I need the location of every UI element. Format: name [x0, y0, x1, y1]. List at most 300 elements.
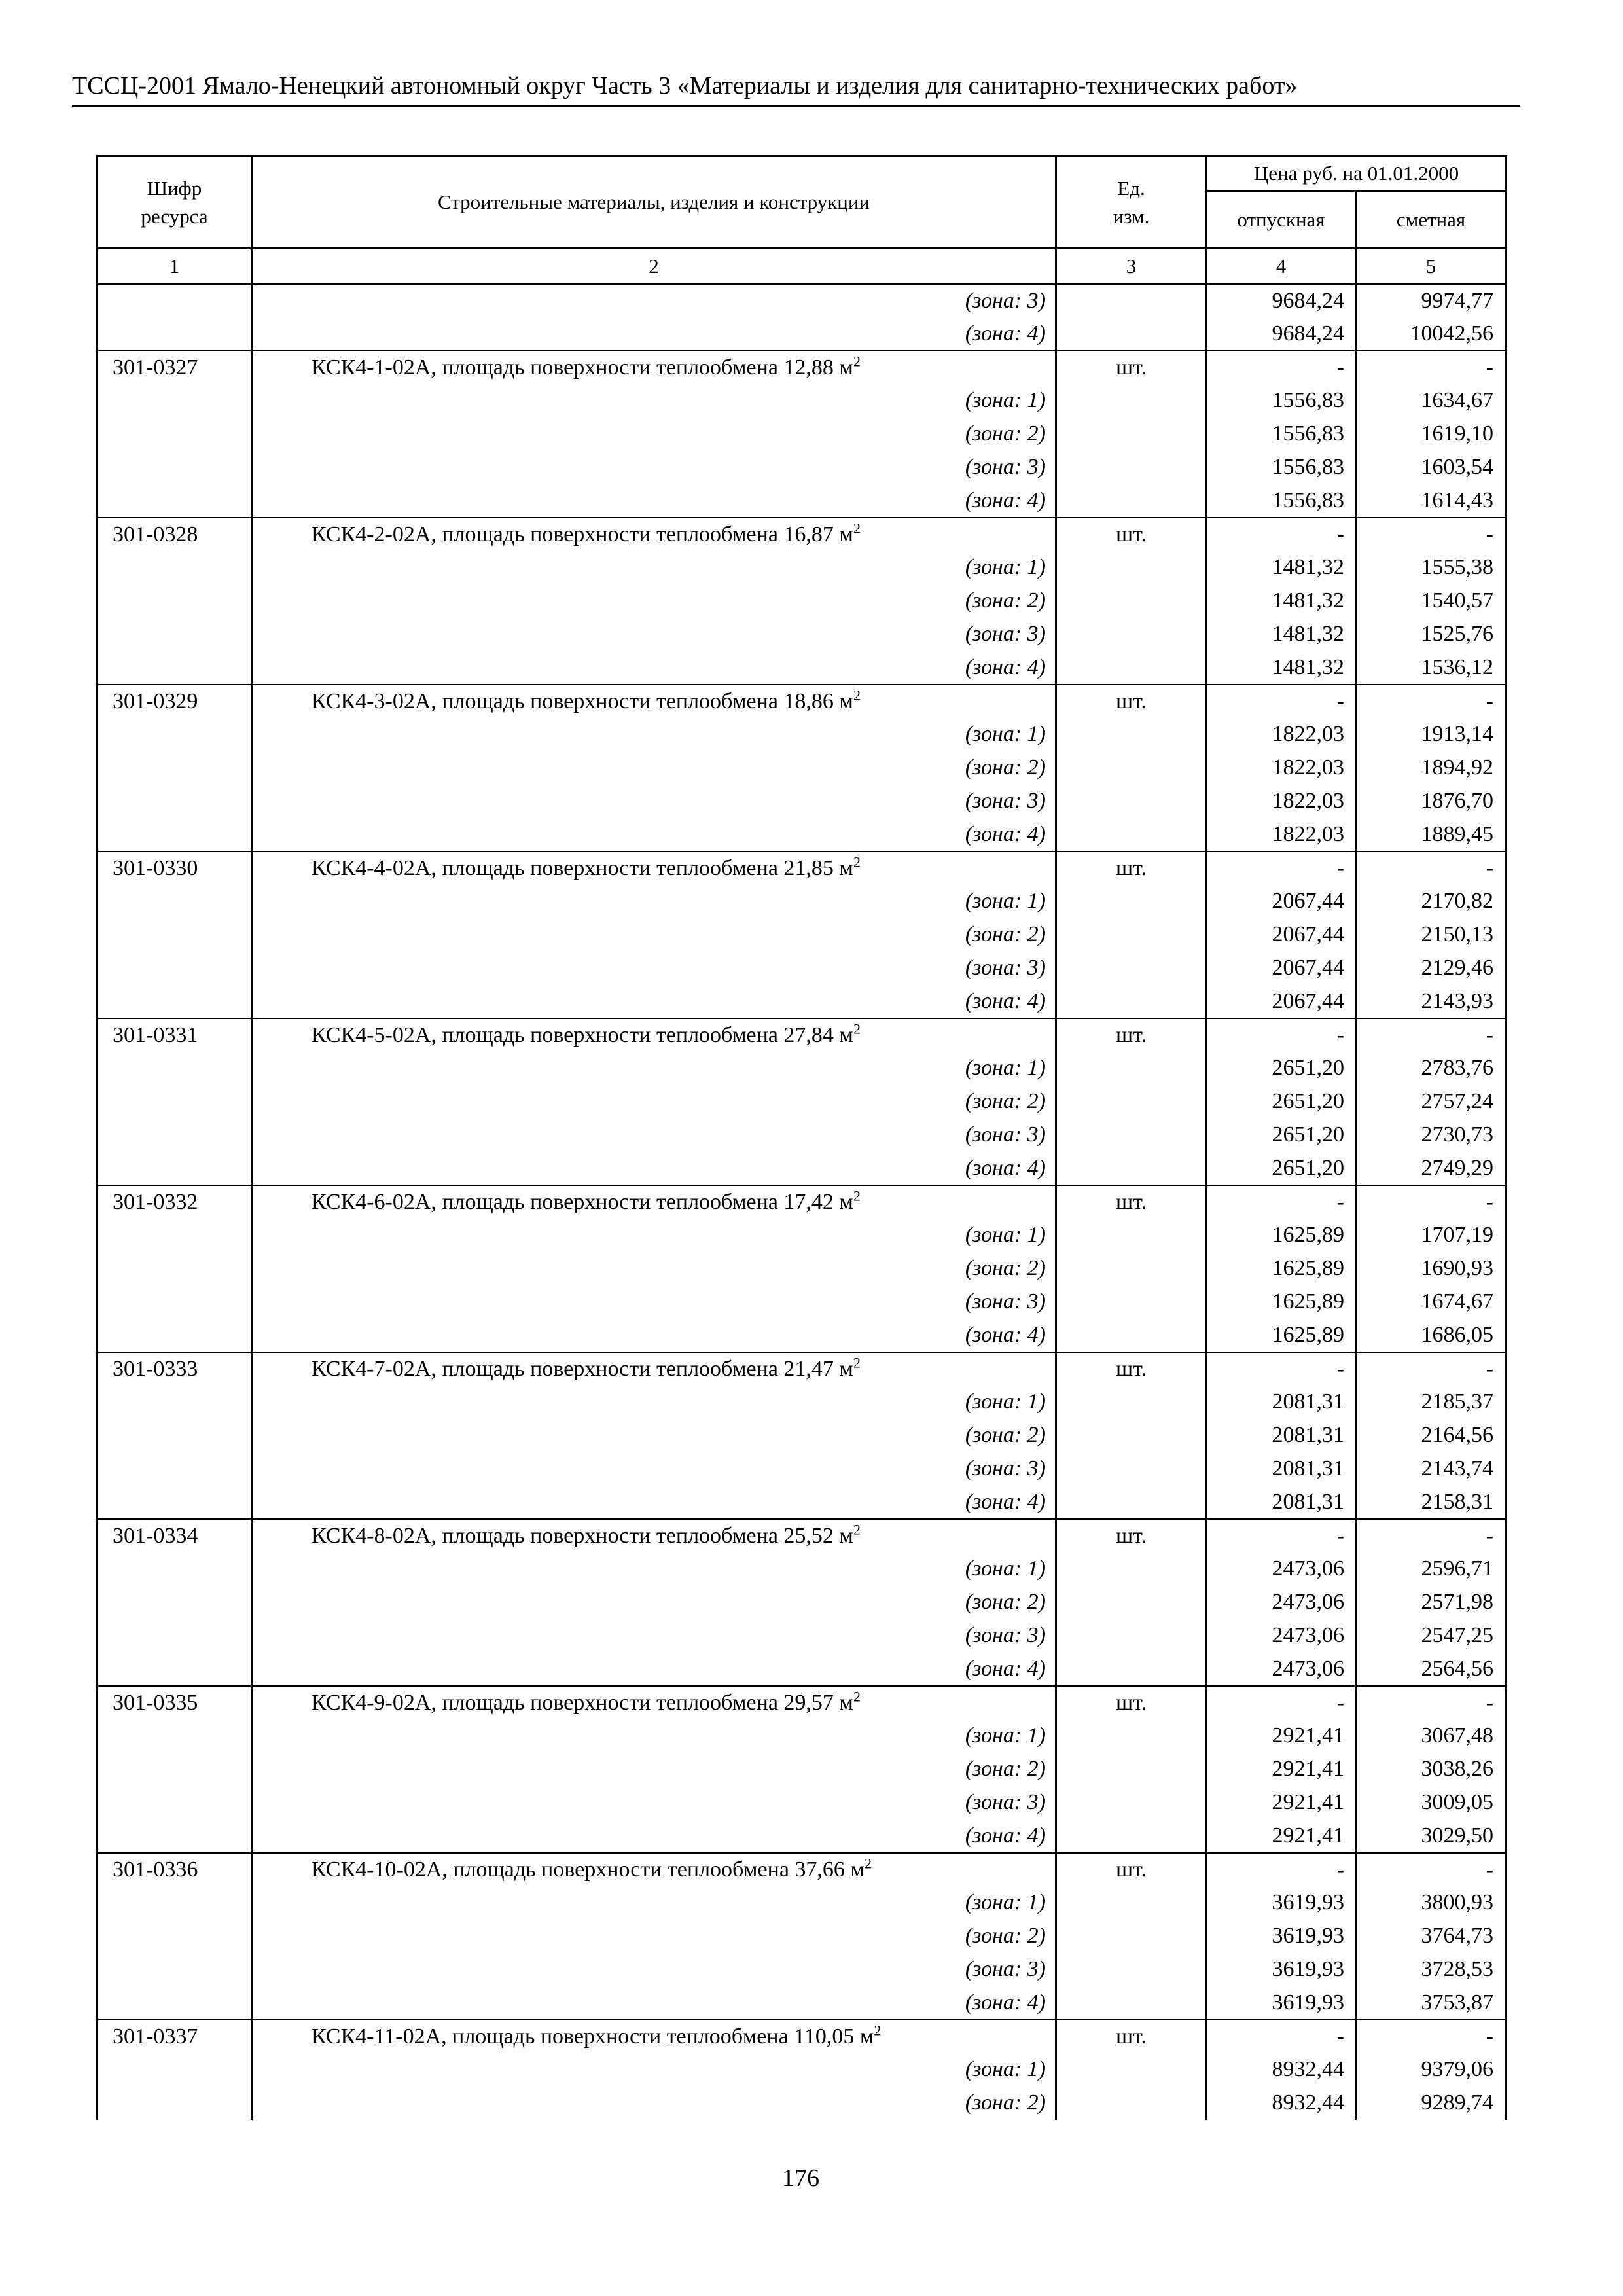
estimate-price: 2547,25: [1356, 1619, 1507, 1653]
zone-label: (зона: 2): [252, 584, 1056, 618]
unit-cell: [1056, 1653, 1207, 1686]
zone-label: (зона: 3): [252, 785, 1056, 818]
item-row: [98, 1519, 1507, 1552]
unit-cell: [1056, 1786, 1207, 1820]
estimate-price: 9289,74: [1356, 2087, 1507, 2120]
code-cell: [98, 1753, 252, 1786]
material-name: [252, 2020, 1056, 2053]
material-name-text: КСК4-6-02А, площадь поверхности теплообмена 17,42 м: [312, 1189, 853, 1214]
estimate-price: -: [1356, 2020, 1507, 2053]
zone-row: [98, 918, 1507, 952]
estimate-price: 2564,56: [1356, 1653, 1507, 1686]
estimate-price: 3029,50: [1356, 1820, 1507, 1853]
zone-row: [98, 1252, 1507, 1285]
code-cell: [98, 885, 252, 918]
estimate-price: 2170,82: [1356, 885, 1507, 918]
code-cell: [98, 718, 252, 751]
code-cell: [98, 1119, 252, 1152]
code-cell: [98, 1920, 252, 1953]
zone-label: (зона: 4): [252, 1486, 1056, 1519]
code-cell: [98, 418, 252, 451]
unit-cell: [1056, 1219, 1207, 1252]
release-price: 1625,89: [1207, 1252, 1356, 1285]
release-price: 2651,20: [1207, 1052, 1356, 1085]
release-price: 3619,93: [1207, 1920, 1356, 1953]
estimate-price: 1555,38: [1356, 551, 1507, 584]
release-price: 1822,03: [1207, 718, 1356, 751]
unit-superscript: 2: [853, 1187, 861, 1204]
col-header-code-text: Шифр ресурса: [141, 176, 208, 228]
resource-code: 301-0337: [98, 2020, 252, 2053]
release-price: 8932,44: [1207, 2053, 1356, 2087]
estimate-price: -: [1356, 1853, 1507, 1886]
release-price: 2473,06: [1207, 1586, 1356, 1619]
estimate-price: 2749,29: [1356, 1152, 1507, 1185]
code-cell: [98, 2053, 252, 2087]
unit-of-measure: шт.: [1056, 2020, 1207, 2053]
estimate-price: 2158,31: [1356, 1486, 1507, 1519]
zone-label: (зона: 2): [252, 1920, 1056, 1953]
unit-superscript: 2: [864, 1855, 872, 1872]
zone-label: (зона: 3): [252, 952, 1056, 985]
zone-row: [98, 1820, 1507, 1853]
zone-label: (зона: 3): [252, 1619, 1056, 1653]
unit-cell: [1056, 918, 1207, 952]
estimate-price: 1619,10: [1356, 418, 1507, 451]
code-cell: [98, 985, 252, 1018]
page-number: 176: [782, 2164, 819, 2192]
unit-of-measure: шт.: [1056, 852, 1207, 885]
zone-row: [98, 1753, 1507, 1786]
estimate-price: -: [1356, 685, 1507, 718]
zone-label: (зона: 2): [252, 1085, 1056, 1119]
zone-row: [98, 618, 1507, 651]
estimate-price: -: [1356, 351, 1507, 384]
zone-label: (зона: 1): [252, 2053, 1056, 2087]
release-price: 2081,31: [1207, 1419, 1356, 1452]
material-name-text: КСК4-1-02А, площадь поверхности теплообмена 12,88 м: [312, 355, 853, 380]
release-price: -: [1207, 1185, 1356, 1219]
material-name: [252, 852, 1056, 885]
code-cell: [98, 1820, 252, 1853]
zone-row: [98, 818, 1507, 852]
unit-cell: [1056, 1986, 1207, 2020]
zone-label: (зона: 1): [252, 1719, 1056, 1753]
zone-row: [98, 284, 1507, 317]
unit-cell: [1056, 651, 1207, 685]
release-price: 2067,44: [1207, 952, 1356, 985]
unit-superscript: 2: [853, 1354, 861, 1371]
unit-cell: [1056, 1619, 1207, 1653]
release-price: 1625,89: [1207, 1219, 1356, 1252]
material-name: [252, 1018, 1056, 1052]
release-price: 1556,83: [1207, 484, 1356, 518]
unit-of-measure: шт.: [1056, 1185, 1207, 1219]
unit-cell: [1056, 1886, 1207, 1920]
unit-cell: [1056, 985, 1207, 1018]
unit-cell: [1056, 1452, 1207, 1486]
material-name-text: КСК4-11-02А, площадь поверхности теплообмена 110,05 м: [312, 2024, 874, 2049]
estimate-price: -: [1356, 1686, 1507, 1719]
item-row: [98, 1352, 1507, 1386]
release-price: -: [1207, 1853, 1356, 1886]
release-price: 9684,24: [1207, 284, 1356, 317]
code-cell: [98, 317, 252, 351]
resource-code: 301-0331: [98, 1018, 252, 1052]
estimate-price: 9974,77: [1356, 284, 1507, 317]
code-cell: [98, 651, 252, 685]
release-price: 9684,24: [1207, 317, 1356, 351]
code-cell: [98, 1486, 252, 1519]
unit-of-measure: шт.: [1056, 685, 1207, 718]
estimate-price: 3009,05: [1356, 1786, 1507, 1820]
code-cell: [98, 1386, 252, 1419]
estimate-price: 3753,87: [1356, 1986, 1507, 2020]
zone-label: (зона: 3): [252, 1285, 1056, 1319]
zone-row: [98, 551, 1507, 584]
release-price: 2921,41: [1207, 1719, 1356, 1753]
estimate-price: 2164,56: [1356, 1419, 1507, 1452]
unit-cell: [1056, 1119, 1207, 1152]
estimate-price: 2571,98: [1356, 1586, 1507, 1619]
col-header-name: Строительные материалы, изделия и конструкции: [252, 156, 1056, 249]
zone-row: [98, 2087, 1507, 2120]
estimate-price: -: [1356, 1185, 1507, 1219]
estimate-price: 1674,67: [1356, 1285, 1507, 1319]
estimate-price: -: [1356, 1018, 1507, 1052]
zone-label: (зона: 2): [252, 1586, 1056, 1619]
release-price: -: [1207, 1018, 1356, 1052]
estimate-price: 2129,46: [1356, 952, 1507, 985]
estimate-price: -: [1356, 1519, 1507, 1552]
unit-of-measure: шт.: [1056, 351, 1207, 384]
zone-label: (зона: 2): [252, 418, 1056, 451]
zone-row: [98, 1386, 1507, 1419]
col-number: 4: [1207, 249, 1356, 284]
zone-label: (зона: 1): [252, 1219, 1056, 1252]
zone-row: [98, 1953, 1507, 1986]
code-cell: [98, 1219, 252, 1252]
unit-cell: [1056, 1820, 1207, 1853]
unit-superscript: 2: [853, 520, 861, 537]
unit-cell: [1056, 1152, 1207, 1185]
estimate-price: 1525,76: [1356, 618, 1507, 651]
release-price: 3619,93: [1207, 1953, 1356, 1986]
material-name: [252, 1352, 1056, 1386]
unit-cell: [1056, 2053, 1207, 2087]
estimate-price: 3764,73: [1356, 1920, 1507, 1953]
unit-of-measure: шт.: [1056, 1853, 1207, 1886]
code-cell: [98, 1252, 252, 1285]
zone-label: (зона: 1): [252, 1552, 1056, 1586]
col-header-release: отпускная: [1207, 191, 1356, 249]
zone-label: (зона: 3): [252, 1953, 1056, 1986]
release-price: -: [1207, 1686, 1356, 1719]
zone-row: [98, 1219, 1507, 1252]
unit-cell: [1056, 551, 1207, 584]
zone-row: [98, 1552, 1507, 1586]
release-price: 1556,83: [1207, 384, 1356, 418]
zone-label: (зона: 2): [252, 1419, 1056, 1452]
release-price: -: [1207, 852, 1356, 885]
release-price: 2081,31: [1207, 1386, 1356, 1419]
zone-row: [98, 1152, 1507, 1185]
unit-of-measure: шт.: [1056, 1352, 1207, 1386]
code-cell: [98, 751, 252, 785]
item-row: [98, 351, 1507, 384]
zone-label: (зона: 4): [252, 1653, 1056, 1686]
code-cell: [98, 918, 252, 952]
release-price: 1481,32: [1207, 584, 1356, 618]
zone-row: [98, 1986, 1507, 2020]
col-header-price: Цена руб. на 01.01.2000: [1207, 156, 1507, 191]
zone-row: [98, 317, 1507, 351]
unit-cell: [1056, 1319, 1207, 1352]
material-name: [252, 1185, 1056, 1219]
resource-code: 301-0335: [98, 1686, 252, 1719]
zone-label: (зона: 1): [252, 885, 1056, 918]
release-price: -: [1207, 351, 1356, 384]
unit-cell: [1056, 451, 1207, 484]
release-price: -: [1207, 518, 1356, 551]
unit-cell: [1056, 818, 1207, 852]
zone-label: (зона: 2): [252, 918, 1056, 952]
col-header-code: [98, 156, 252, 249]
estimate-price: 3038,26: [1356, 1753, 1507, 1786]
header-rule: [72, 105, 1520, 107]
code-cell: [98, 785, 252, 818]
unit-superscript: 2: [853, 1020, 861, 1037]
estimate-price: 2596,71: [1356, 1552, 1507, 1586]
zone-label: (зона: 4): [252, 317, 1056, 351]
material-name: [252, 518, 1056, 551]
item-row: [98, 1018, 1507, 1052]
zone-label: (зона: 1): [252, 1886, 1056, 1920]
code-cell: [98, 1552, 252, 1586]
release-price: 1556,83: [1207, 418, 1356, 451]
zone-label: (зона: 1): [252, 1386, 1056, 1419]
release-price: 1625,89: [1207, 1285, 1356, 1319]
col-number: 1: [98, 249, 252, 284]
zone-row: [98, 1119, 1507, 1152]
material-name-text: КСК4-4-02А, площадь поверхности теплообмена 21,85 м: [312, 855, 853, 880]
code-cell: [98, 1619, 252, 1653]
zone-label: (зона: 4): [252, 1820, 1056, 1853]
material-name: [252, 1519, 1056, 1552]
code-cell: [98, 384, 252, 418]
zone-row: [98, 1052, 1507, 1085]
zone-label: (зона: 1): [252, 384, 1056, 418]
material-name: [252, 685, 1056, 718]
item-row: [98, 2020, 1507, 2053]
zone-label: (зона: 2): [252, 2087, 1056, 2120]
zone-row: [98, 885, 1507, 918]
unit-cell: [1056, 584, 1207, 618]
estimate-price: 1894,92: [1356, 751, 1507, 785]
unit-superscript: 2: [853, 1688, 861, 1705]
unit-of-measure: шт.: [1056, 1018, 1207, 1052]
code-cell: [98, 451, 252, 484]
unit-of-measure: шт.: [1056, 1519, 1207, 1552]
release-price: -: [1207, 2020, 1356, 2053]
material-name-text: КСК4-8-02А, площадь поверхности теплообмена 25,52 м: [312, 1523, 853, 1548]
code-cell: [98, 1653, 252, 1686]
resource-code: 301-0336: [98, 1853, 252, 1886]
code-cell: [98, 2087, 252, 2120]
unit-cell: [1056, 885, 1207, 918]
unit-cell: [1056, 1953, 1207, 1986]
zone-row: [98, 952, 1507, 985]
unit-cell: [1056, 1719, 1207, 1753]
zone-row: [98, 584, 1507, 618]
unit-superscript: 2: [853, 853, 861, 870]
unit-cell: [1056, 751, 1207, 785]
code-cell: [98, 1586, 252, 1619]
zone-row: [98, 985, 1507, 1018]
zone-row: [98, 651, 1507, 685]
col-number: 2: [252, 249, 1056, 284]
resource-code: 301-0332: [98, 1185, 252, 1219]
unit-cell: [1056, 1419, 1207, 1452]
release-price: 2473,06: [1207, 1653, 1356, 1686]
code-cell: [98, 1719, 252, 1753]
unit-cell: [1056, 618, 1207, 651]
zone-row: [98, 451, 1507, 484]
release-price: 2921,41: [1207, 1820, 1356, 1853]
zone-row: [98, 1285, 1507, 1319]
zone-row: [98, 384, 1507, 418]
resource-code: 301-0329: [98, 685, 252, 718]
unit-cell: [1056, 2087, 1207, 2120]
unit-cell: [1056, 718, 1207, 751]
zone-label: (зона: 3): [252, 1786, 1056, 1820]
document-header: ТССЦ-2001 Ямало-Ненецкий автономный округ Часть 3 «Материалы и изделия для санитарно-технических работ»: [72, 72, 1298, 99]
material-name: [252, 351, 1056, 384]
resource-code: 301-0328: [98, 518, 252, 551]
item-row: [98, 518, 1507, 551]
zone-label: (зона: 3): [252, 1452, 1056, 1486]
item-row: [98, 1686, 1507, 1719]
release-price: 2067,44: [1207, 918, 1356, 952]
estimate-price: 1913,14: [1356, 718, 1507, 751]
zone-row: [98, 1886, 1507, 1920]
zone-label: (зона: 1): [252, 718, 1056, 751]
estimate-price: 1634,67: [1356, 384, 1507, 418]
release-price: 1822,03: [1207, 751, 1356, 785]
estimate-price: -: [1356, 518, 1507, 551]
release-price: 2921,41: [1207, 1786, 1356, 1820]
unit-cell: [1056, 1753, 1207, 1786]
unit-cell: [1056, 418, 1207, 451]
unit-cell: [1056, 1920, 1207, 1953]
estimate-price: 2143,74: [1356, 1452, 1507, 1486]
page-body: [96, 155, 1505, 2191]
resource-code: 301-0327: [98, 351, 252, 384]
unit-cell: [1056, 1285, 1207, 1319]
zone-row: [98, 1586, 1507, 1619]
estimate-price: 3728,53: [1356, 1953, 1507, 1986]
zone-row: [98, 1085, 1507, 1119]
release-price: 1822,03: [1207, 785, 1356, 818]
zone-row: [98, 751, 1507, 785]
zone-label: (зона: 4): [252, 1319, 1056, 1352]
code-cell: [98, 952, 252, 985]
zone-label: (зона: 2): [252, 751, 1056, 785]
release-price: 3619,93: [1207, 1986, 1356, 2020]
material-name-text: КСК4-2-02А, площадь поверхности теплообмена 16,87 м: [312, 522, 853, 547]
code-cell: [98, 584, 252, 618]
material-name-text: КСК4-5-02А, площадь поверхности теплообмена 27,84 м: [312, 1022, 853, 1047]
zone-label: (зона: 2): [252, 1252, 1056, 1285]
release-price: 2067,44: [1207, 885, 1356, 918]
material-name-text: КСК4-7-02А, площадь поверхности теплообмена 21,47 м: [312, 1356, 853, 1381]
code-cell: [98, 484, 252, 518]
release-price: 2921,41: [1207, 1753, 1356, 1786]
estimate-price: 1889,45: [1356, 818, 1507, 852]
col-number: 3: [1056, 249, 1207, 284]
estimate-price: 2783,76: [1356, 1052, 1507, 1085]
zone-row: [98, 785, 1507, 818]
code-cell: [98, 1052, 252, 1085]
item-row: [98, 1853, 1507, 1886]
unit-cell: [1056, 1252, 1207, 1285]
estimate-price: 1603,54: [1356, 451, 1507, 484]
unit-cell: [1056, 952, 1207, 985]
estimate-price: 2143,93: [1356, 985, 1507, 1018]
estimate-price: 1540,57: [1356, 584, 1507, 618]
release-price: 1625,89: [1207, 1319, 1356, 1352]
release-price: 1822,03: [1207, 818, 1356, 852]
zone-label: (зона: 4): [252, 1152, 1056, 1185]
unit-superscript: 2: [853, 353, 861, 370]
code-cell: [98, 1419, 252, 1452]
material-name-text: КСК4-3-02А, площадь поверхности теплообмена 18,86 м: [312, 689, 853, 713]
code-cell: [98, 1953, 252, 1986]
unit-cell: [1056, 484, 1207, 518]
unit-cell: [1056, 1085, 1207, 1119]
release-price: 2473,06: [1207, 1619, 1356, 1653]
item-row: [98, 1185, 1507, 1219]
release-price: 2081,31: [1207, 1486, 1356, 1519]
zone-label: (зона: 3): [252, 618, 1056, 651]
release-price: 1481,32: [1207, 551, 1356, 584]
unit-cell: [1056, 785, 1207, 818]
zone-row: [98, 2053, 1507, 2087]
zone-row: [98, 1419, 1507, 1452]
material-name: [252, 1853, 1056, 1886]
estimate-price: 2150,13: [1356, 918, 1507, 952]
estimate-price: 1707,19: [1356, 1219, 1507, 1252]
col-header-estimate: сметная: [1356, 191, 1507, 249]
zone-row: [98, 1786, 1507, 1820]
price-table: [96, 155, 1507, 2120]
release-price: -: [1207, 685, 1356, 718]
zone-row: [98, 1319, 1507, 1352]
resource-code: 301-0333: [98, 1352, 252, 1386]
zone-label: (зона: 3): [252, 1119, 1056, 1152]
release-price: 2651,20: [1207, 1152, 1356, 1185]
estimate-price: 1686,05: [1356, 1319, 1507, 1352]
zone-row: [98, 1920, 1507, 1953]
code-cell: [98, 1786, 252, 1820]
estimate-price: 1690,93: [1356, 1252, 1507, 1285]
release-price: 2081,31: [1207, 1452, 1356, 1486]
code-cell: [98, 1319, 252, 1352]
estimate-price: 1876,70: [1356, 785, 1507, 818]
code-cell: [98, 1986, 252, 2020]
unit-cell: [1056, 1052, 1207, 1085]
zone-row: [98, 718, 1507, 751]
